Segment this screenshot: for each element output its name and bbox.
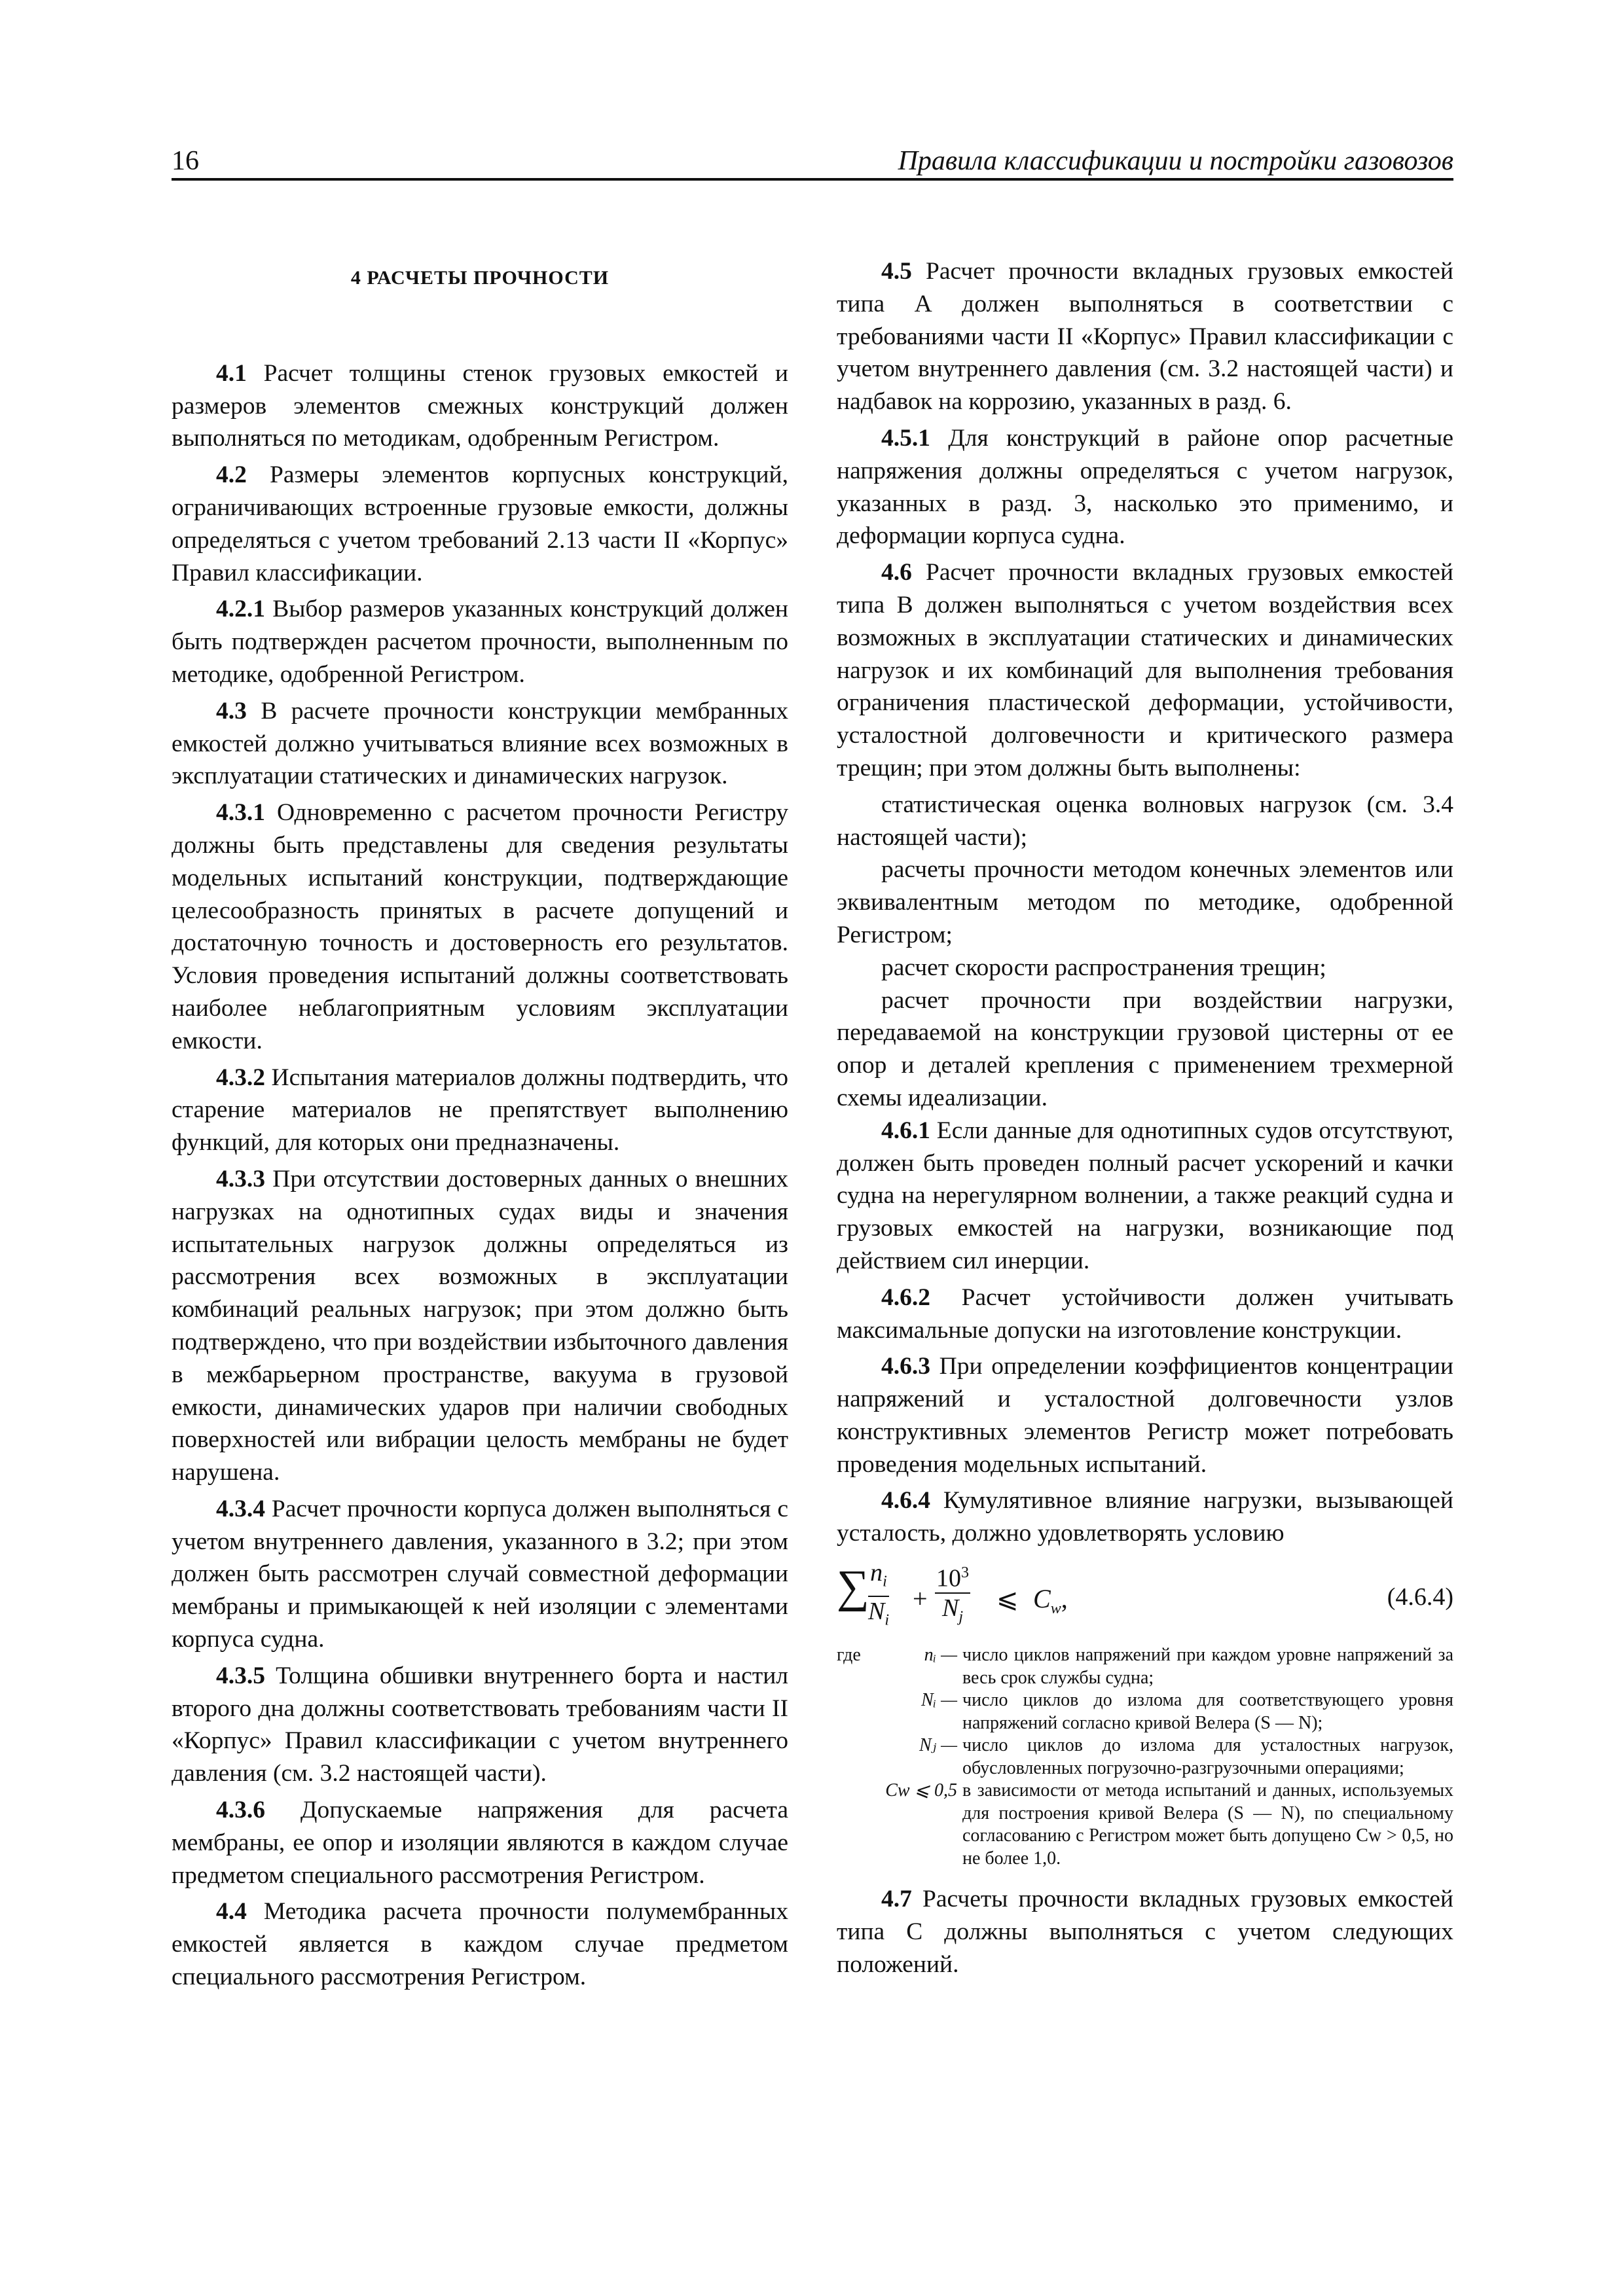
paragraph-number: 4.3.2 xyxy=(216,1064,265,1091)
paragraph xyxy=(172,1660,788,1790)
paragraph xyxy=(172,593,788,691)
paragraph-number: 4.6.4 xyxy=(881,1487,930,1515)
paragraph-number: 4.2 xyxy=(216,461,247,489)
right-column xyxy=(837,255,1453,1984)
paragraph-number: 4.3.3 xyxy=(216,1165,265,1193)
paragraph-number: 4.6.2 xyxy=(881,1283,930,1311)
paragraph-number: 4.7 xyxy=(881,1886,912,1913)
formula-definitions xyxy=(837,1644,1453,1870)
paragraph xyxy=(837,1350,1453,1480)
paragraph xyxy=(172,459,788,589)
paragraph-number: 4.6 xyxy=(881,559,912,586)
last-paragraph xyxy=(837,1883,1453,1981)
definition-text: число циклов напряжений при каждом уровне напряжений за весь срок службы судна; xyxy=(962,1645,1453,1688)
paragraph-text: При определении коэффициентов концентрации напряжений и усталостной долговечности узлов конструктивных элементов Регистр может потребовать проведения модельных испытаний. xyxy=(837,1353,1453,1478)
header-rule xyxy=(172,178,1453,181)
paragraph-text: Толщина обшивки внутреннего борта и настил второго дна должны соответствовать требованиям части II «Корпус» Правил классификации с учетом внутреннего давления (см. 3.2 настоящей части). xyxy=(172,1662,788,1787)
definition-lead: где xyxy=(837,1645,861,1666)
paragraph-number: 4.1 xyxy=(216,359,247,387)
sum-sign: ∑ xyxy=(837,1562,869,1613)
definition-sym: Cw ⩽ 0,5 xyxy=(885,1780,957,1801)
paragraph-number: 4.5 xyxy=(881,258,912,285)
paragraph-text: Расчеты прочности вкладных грузовых емкостей типа С должны выполняться с учетом следующих положений. xyxy=(837,1886,1453,1978)
paragraph xyxy=(837,1282,1453,1347)
paragraph xyxy=(837,1484,1453,1550)
equation-number: (4.6.4) xyxy=(1387,1583,1453,1611)
paragraph-number: 4.3.1 xyxy=(216,799,265,827)
paragraph-text: Испытания материалов должны подтвердить, что старение материалов не препятствует выполнению функций, для которых они предназначены. xyxy=(172,1064,788,1157)
running-title: Правила классификации и постройки газовозов xyxy=(898,146,1453,176)
fatigue-formula xyxy=(837,1556,1453,1641)
leq-sign: ⩽ xyxy=(996,1584,1019,1614)
right-paragraphs-2 xyxy=(837,1115,1453,1550)
paragraph-number: 4.3.6 xyxy=(216,1797,265,1824)
paragraph-number: 4.3.4 xyxy=(216,1495,265,1522)
fraction-10-3-Nj: $\frac{10^3}{N_j}$ xyxy=(935,1559,970,1631)
paragraph-text: Расчет устойчивости должен учитывать максимальные допуски на изготовление конструкции. xyxy=(837,1283,1453,1344)
list-item: расчет скорости распространения трещин; xyxy=(881,954,1326,981)
paragraph-text: Для конструкций в районе опор расчетные напряжения должны определяться с учетом нагрузок, указанных в разд. 3, насколько это применимо, и деформации корпуса судна. xyxy=(837,424,1453,550)
paragraph-text: Выбор размеров указанных конструкций должен быть подтвержден расчетом прочности, выполненным по методике, одобренной Регистром. xyxy=(172,596,788,688)
paragraph xyxy=(172,797,788,1057)
paragraph-number: 4.5.1 xyxy=(881,424,930,452)
paragraph-number: 4.4 xyxy=(216,1898,247,1926)
page-header xyxy=(172,140,1453,178)
paragraph-text: Если данные для однотипных судов отсутствуют, должен быть проведен полный расчет ускорений и качки судна на нерегулярном волнении, а также реакций судна и грузовых емкостей на нагрузки, возникающие под действием сил инерции. xyxy=(837,1117,1453,1274)
paragraph xyxy=(172,1062,788,1159)
list-item: расчет прочности при воздействии нагрузки, передаваемой на конструкции грузовой цистерны от ее опор и деталей крепления с применением трехмерной схемы идеализации. xyxy=(837,986,1453,1111)
paragraph xyxy=(172,1163,788,1489)
paragraph xyxy=(837,255,1453,418)
list-item: статистическая оценка волновых нагрузок (см. 3.4 настоящей части); xyxy=(837,791,1453,851)
paragraph xyxy=(172,357,788,455)
paragraph-text: Кумулятивное влияние нагрузки, вызывающей усталость, должно удовлетворять условию xyxy=(837,1487,1453,1547)
paragraph xyxy=(837,556,1453,785)
cw-symbol: $C_w$, xyxy=(1033,1584,1068,1618)
definition-lead xyxy=(837,1780,879,1870)
paragraph-text: При отсутствии достоверных данных о внешних нагрузках на однотипных судах виды и значения испытательных нагрузок должны определяться из рассмотрения всех возможных в эксплуатации комбинаций реальных нагрузок; при этом должно быть подтверждено, что при воздействии избыточного давления в межбарьерном пространстве, вакуума в грузовой емкости, динамических ударов при наличии свободных поверхностей или вибрации целость мембраны не будет нарушена. xyxy=(172,1165,788,1486)
definition-sym: nᵢ — xyxy=(924,1645,957,1666)
right-paragraphs xyxy=(837,255,1453,785)
paragraph-number: 4.6.1 xyxy=(881,1117,930,1144)
paragraph-text: Допускаемые напряжения для расчета мембраны, ее опор и изоляции являются в каждом случае предметом специального рассмотрения Регистром. xyxy=(172,1797,788,1889)
left-column xyxy=(172,255,788,1998)
page-number: 16 xyxy=(172,146,199,176)
paragraph-number: 4.6.3 xyxy=(881,1353,930,1380)
definition-row xyxy=(837,1689,1453,1734)
requirements-list xyxy=(837,789,1453,1115)
paragraph-text: Размеры элементов корпусных конструкций, ограничивающих встроенные грузовые емкости, должны определяться с учетом требований 2.13 части II «Корпус» Правил классификации. xyxy=(172,461,788,586)
list-item: расчеты прочности методом конечных элементов или эквивалентным методом по методике, одобренной Регистром; xyxy=(837,856,1453,948)
paragraph-number: 4.3 xyxy=(216,697,247,725)
paragraph-text: Методика расчета прочности полумембранных емкостей является в каждом случае предметом специального рассмотрения Регистром. xyxy=(172,1898,788,1991)
paragraph-text: Расчет прочности вкладных грузовых емкостей типа В должен выполняться с учетом воздействия всех возможных в эксплуатации статических и динамических нагрузок и их комбинаций для выполнения требования ограничения пластической деформации, устойчивости, усталостной долговечности и критического размера трещин; при этом должны быть выполнены: xyxy=(837,559,1453,781)
definition-text: число циклов до излома для соответствующего уровня напряжений согласно кривой Велера (S — N); xyxy=(962,1690,1453,1733)
paragraph-number: 4.2.1 xyxy=(216,596,265,623)
paragraph-text: Расчет толщины стенок грузовых емкостей и размеров элементов смежных конструкций должен выполняться по методикам, одобренным Регистром. xyxy=(172,359,788,452)
fraction-ni-Ni: $\frac{n_i}{N_i}$ xyxy=(868,1559,890,1629)
paragraph xyxy=(172,695,788,793)
paragraph-text: В расчете прочности конструкции мембранных емкостей должно учитываться влияние всех возможных в эксплуатации статических и динамических нагрузок. xyxy=(172,697,788,790)
definition-row xyxy=(837,1780,1453,1870)
paragraph-number: 4.3.5 xyxy=(216,1662,265,1689)
section-title: 4 РАСЧЕТЫ ПРОЧНОСТИ xyxy=(350,267,610,289)
paragraph-text: Расчет прочности корпуса должен выполняться с учетом внутреннего давления, указанного в 3.2; при этом должен быть рассмотрен случай совместной деформации мембраны и примыкающей к ней изоляции с элементами корпуса судна. xyxy=(172,1495,788,1653)
paragraph xyxy=(837,1115,1453,1278)
paragraph xyxy=(172,1895,788,1993)
definition-sym: Nᵢ — xyxy=(921,1690,957,1711)
definition-lead xyxy=(837,1734,879,1780)
definition-text: в зависимости от метода испытаний и данных, используемых для построения кривой Велера (S — N), по специальному согласованию с Регистром может быть допущено Cw > 0,5, но не более 1,0. xyxy=(962,1780,1453,1869)
paragraph xyxy=(837,1883,1453,1981)
paragraph xyxy=(172,1493,788,1656)
definition-row xyxy=(837,1734,1453,1780)
plus-sign: + xyxy=(913,1584,928,1614)
definition-lead xyxy=(837,1689,879,1734)
paragraph xyxy=(837,422,1453,552)
paragraph xyxy=(172,1794,788,1892)
paragraph-text: Расчет прочности вкладных грузовых емкостей типа А должен выполняться в соответствии с требованиями части II «Корпус» Правил классификации с учетом внутреннего давления (см. 3.2 настоящей части) и надбавок на коррозию, указанных в разд. 6. xyxy=(837,258,1453,416)
definition-text: число циклов до излома для усталостных нагрузок, обусловленных погрузочно-разгрузочными операциями; xyxy=(962,1735,1453,1778)
definition-sym: Nⱼ — xyxy=(919,1735,957,1756)
paragraph-text: Одновременно с расчетом прочности Регистру должны быть представлены для сведения результаты модельных испытаний конструкции, подтверждающие целесообразность принятых в расчете допущений и достаточную точность и достоверность его результатов. Условия проведения испытаний должны соответствовать наиболее неблагоприятным условиям эксплуатации емкости. xyxy=(172,799,788,1054)
definition-row xyxy=(837,1644,1453,1689)
left-paragraphs xyxy=(172,357,788,1994)
